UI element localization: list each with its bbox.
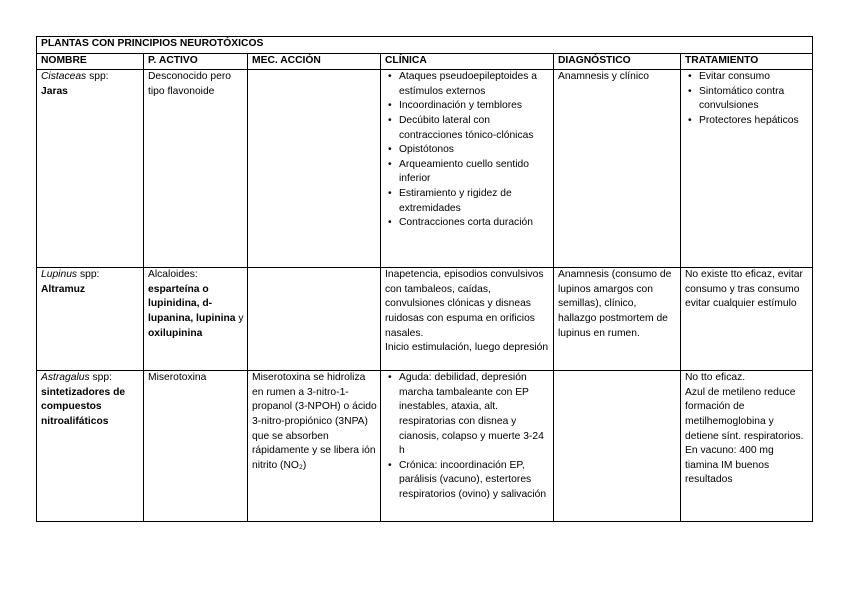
list-item: • Ataques pseudoepileptoides a estímulos externos [399,70,550,99]
cell-nombre [37,371,144,522]
cell-clinica [381,70,554,268]
conjunction: y [235,312,244,324]
cell-clinica [381,371,554,522]
list-item: • Contracciones corta duración [399,216,550,231]
tratamiento-line: No tto eficaz. [685,372,746,384]
header-diagnostico: DIAGNÓSTICO [554,53,681,70]
cell-diagnostico: Anamnesis (consumo de lupinos amargos con semillas), clínico, hallazgo postmortem de lupinus en rumen. [554,268,681,371]
spp-suffix: spp: [86,71,109,83]
tratamiento-line: Azul de metileno reduce formación de metilhemoglobina y detiene sínt. respiratorios. [685,386,804,442]
cell-tratamiento: No existe tto eficaz, evitar consumo y tras consumo evitar cualquier estímulo [681,268,813,371]
table-row [37,371,813,522]
cell-diagnostico [554,371,681,522]
spp-suffix: spp: [89,372,112,384]
alkaloid-name: oxilupinina [148,327,203,339]
list-item: • Opistótonos [399,143,550,158]
header-nombre: NOMBRE [37,53,144,70]
cell-mec-accion [248,70,381,268]
genus-name: Astragalus [41,372,90,384]
cell-tratamiento [681,70,813,268]
table-row [37,268,813,371]
table-title: PLANTAS CON PRINCIPIOS NEUROTÓXICOS [37,37,813,54]
list-item: • Decúbito lateral con contracciones tónico-clónicas [399,114,550,143]
cell-p-activo: Miserotoxina [144,371,248,522]
spp-suffix: spp: [77,269,100,281]
list-item: • Aguda: debilidad, depresión marcha tambaleante con EP inestables, ataxia, alt. respiratorias con disnea y cianosis, colapso y muerte 3-24 h [399,371,550,459]
cell-p-activo: Desconocido pero tipo flavonoide [144,70,248,268]
list-item: • Arqueamiento cuello sentido inferior [399,158,550,187]
header-clinica: CLÍNICA [381,53,554,70]
cell-mec-accion: Miserotoxina se hidroliza en rumen a 3-nitro-1-propanol (3-NPOH) o ácido 3-nitro-propiónico (3NPA) que se absorben rápidamente y se libera ión nitrito (NO₂) [248,371,381,522]
list-item: • Estiramiento y rigidez de extremidades [399,187,550,216]
cell-mec-accion [248,268,381,371]
list-item: • Sintomático contra convulsiones [699,85,809,114]
header-mec-accion: MEC. ACCIÓN [248,53,381,70]
table-title-row [37,37,813,54]
common-name: Altramuz [41,283,86,295]
list-item: • Crónica: incoordinación EP, parálisis (vacuno), estertores respiratorios (ovino) y salivación [399,459,550,503]
cell-nombre [37,70,144,268]
genus-name: Lupinus [41,269,78,281]
clinica-list [385,70,550,231]
cell-diagnostico: Anamnesis y clínico [554,70,681,268]
table-header-row [37,53,813,70]
cell-clinica [381,268,554,371]
list-item: • Protectores hepáticos [699,114,809,129]
cell-tratamiento [681,371,813,522]
tratamiento-line: En vacuno: 400 mg tiamina IM buenos resultados [685,445,774,486]
list-item: • Evitar consumo [699,70,809,85]
cell-nombre [37,268,144,371]
cell-p-activo [144,268,248,371]
alkaloid-list: esparteína o lupinidina, d-lupanina, lupinina [148,283,236,324]
clinica-text-2: Inicio estimulación, luego depresión [385,342,549,354]
p-activo-intro: Alcaloides: [148,269,198,281]
neurotoxic-plants-table [36,36,813,522]
table-row [37,70,813,268]
common-name: sintetizadores de compuestos nitroalifáticos [41,386,126,427]
header-p-activo: P. ACTIVO [144,53,248,70]
clinica-list [385,371,550,502]
common-name: Jaras [41,85,68,97]
tratamiento-list [685,70,809,128]
header-tratamiento: TRATAMIENTO [681,53,813,70]
clinica-text: Inapetencia, episodios convulsivos con tambaleos, caídas, convulsiones clónicas y disneas ruidosas con espuma en orificios nasales. [385,269,544,339]
list-item: • Incoordinación y temblores [399,99,550,114]
genus-name: Cistaceas [41,71,87,83]
